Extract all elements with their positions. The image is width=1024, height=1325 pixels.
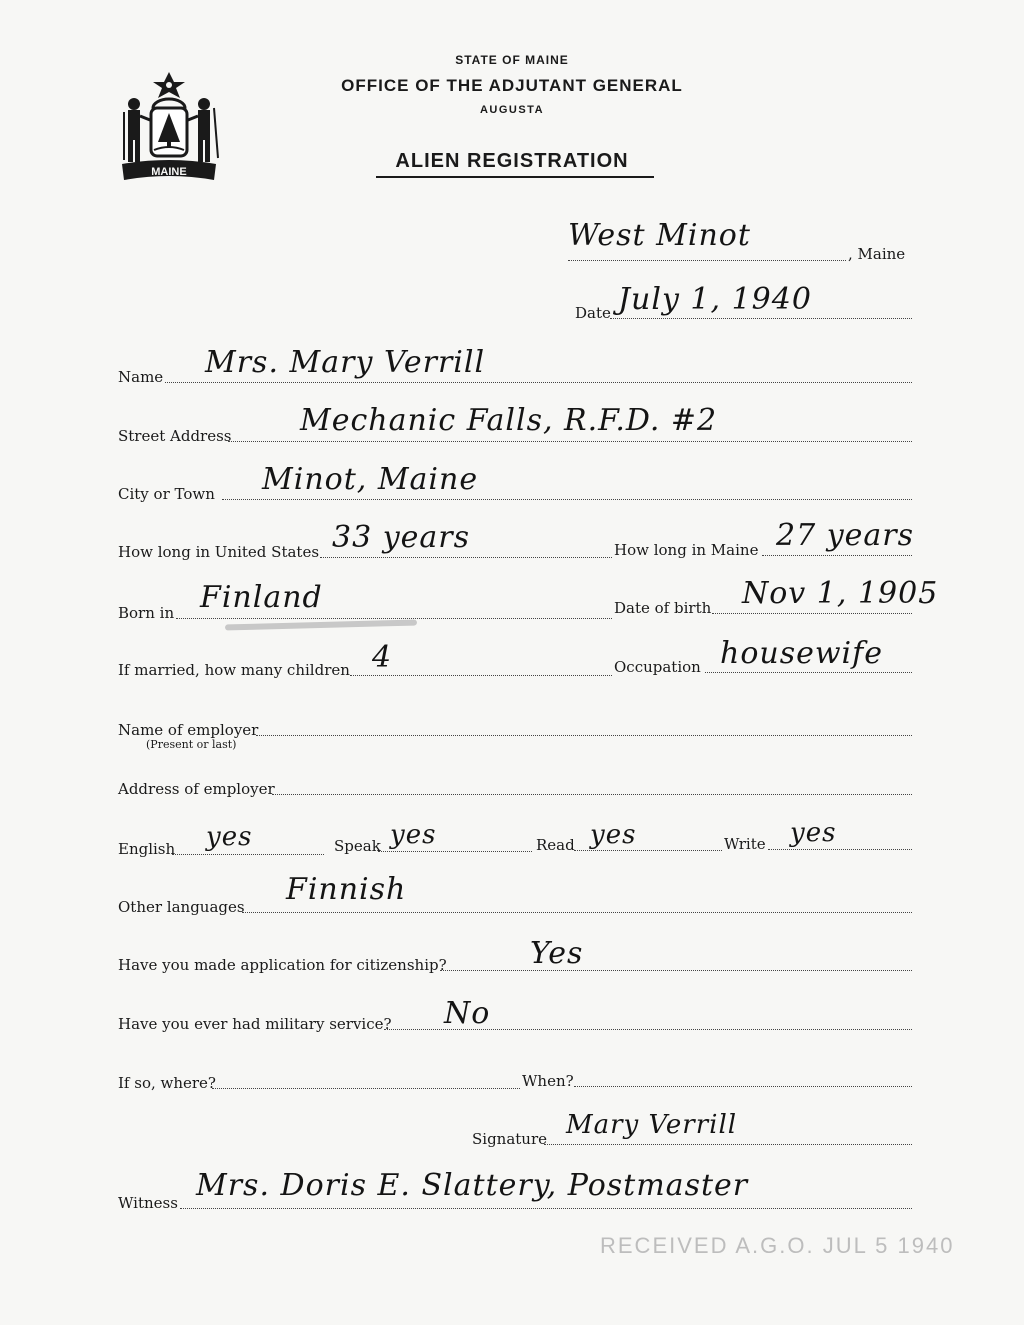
date-line [610, 318, 912, 319]
citizenship-label: Have you made application for citizenship? [118, 956, 447, 974]
where-line [212, 1088, 520, 1089]
street-address-label: Street Address [118, 427, 232, 445]
years-maine-value: 27 years [776, 518, 915, 553]
military-label: Have you ever had military service? [118, 1015, 392, 1033]
date-value: July 1, 1940 [618, 282, 812, 317]
date-of-birth-value: Nov 1, 1905 [742, 576, 939, 611]
born-in-value: Finland [200, 580, 323, 615]
military-value: No [444, 996, 491, 1031]
witness-label: Witness [118, 1194, 178, 1212]
read-label: Read [536, 836, 575, 854]
children-label: If married, how many children [118, 661, 350, 679]
name-value: Mrs. Mary Verrill [205, 345, 486, 380]
citizenship-value: Yes [530, 936, 584, 971]
speak-label: Speak [334, 837, 381, 855]
english-line [172, 854, 324, 855]
other-languages-line [242, 912, 912, 913]
date-label: Date [575, 304, 611, 322]
write-value: yes [790, 818, 837, 848]
street-address-value: Mechanic Falls, R.F.D. #2 [300, 403, 718, 438]
employer-address-line [272, 794, 912, 795]
read-value: yes [590, 820, 637, 850]
witness-line [180, 1208, 912, 1209]
years-us-line [320, 557, 612, 558]
received-stamp: RECEIVED A.G.O. JUL 5 1940 [600, 1233, 955, 1258]
town-value: West Minot [568, 218, 751, 253]
witness-value: Mrs. Doris E. Slattery, Postmaster [196, 1168, 749, 1203]
city-value: Minot, Maine [262, 462, 479, 497]
state-heading: STATE OF MAINE [455, 53, 569, 67]
signature-label: Signature [472, 1130, 548, 1148]
occupation-line [705, 672, 912, 673]
name-line [165, 382, 912, 383]
born-in-label: Born in [118, 604, 175, 622]
citizenship-line [440, 970, 912, 971]
english-label: English [118, 840, 176, 858]
date-of-birth-line [712, 613, 912, 614]
years-us-label: How long in United States [118, 543, 320, 561]
write-label: Write [724, 835, 766, 853]
town-line [568, 260, 846, 261]
city-label: City or Town [118, 485, 215, 503]
years-maine-line [762, 555, 912, 556]
signature-value: Mary Verrill [566, 1110, 738, 1140]
children-line [350, 675, 612, 676]
occupation-label: Occupation [614, 658, 701, 676]
street-address-line [228, 441, 912, 442]
seal-banner-text: MAINE [151, 166, 187, 178]
speak-value: yes [390, 820, 437, 850]
state-suffix-label: , Maine [848, 245, 906, 263]
date-of-birth-label: Date of birth [614, 599, 712, 617]
title-underline [376, 176, 654, 178]
speak-line [378, 851, 532, 852]
when-line [574, 1086, 912, 1087]
years-us-value: 33 years [332, 520, 471, 555]
write-line [768, 849, 912, 850]
ink-smudge [225, 619, 417, 630]
employer-sublabel: (Present or last) [146, 738, 237, 751]
employer-line [256, 735, 912, 736]
born-in-line [176, 618, 612, 619]
read-line [574, 850, 722, 851]
employer-label: Name of employer [118, 721, 259, 739]
children-value: 4 [372, 640, 393, 675]
other-languages-value: Finnish [286, 872, 407, 907]
city-heading: AUGUSTA [479, 104, 545, 116]
years-maine-label: How long in Maine [614, 541, 759, 559]
city-line [222, 499, 912, 500]
name-label: Name [118, 368, 164, 386]
signature-line [544, 1144, 912, 1145]
occupation-value: housewife [720, 636, 883, 671]
where-label: If so, where? [118, 1074, 216, 1092]
form-title: ALIEN REGISTRATION [395, 150, 629, 172]
employer-address-label: Address of employer [118, 780, 275, 798]
english-value: yes [206, 822, 253, 852]
office-heading: OFFICE OF THE ADJUTANT GENERAL [341, 76, 683, 95]
when-label: When? [522, 1072, 574, 1090]
other-languages-label: Other languages [118, 898, 245, 916]
